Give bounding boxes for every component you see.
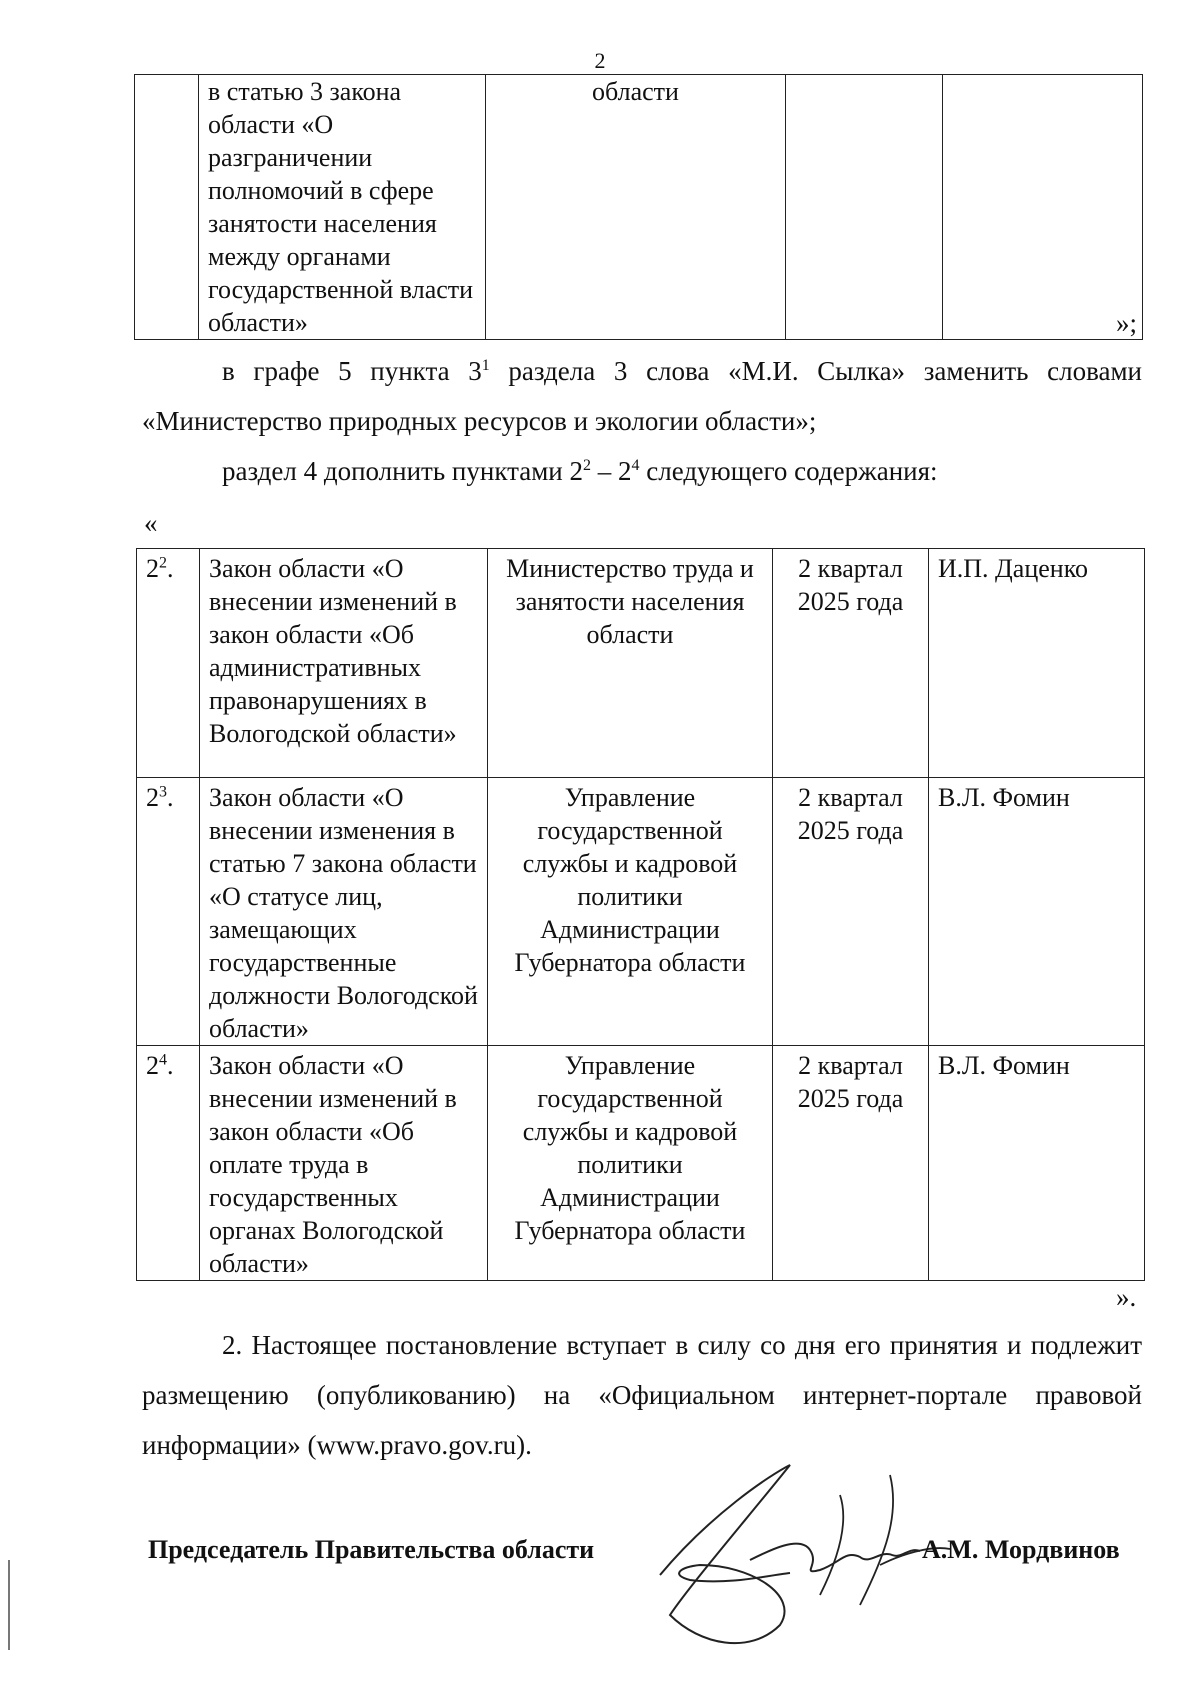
- table-new-items: [136, 548, 1145, 1281]
- table-cell-person: В.Л. Фомин: [929, 1046, 1145, 1281]
- table-cell-term: 2 квартал 2025 года: [773, 549, 929, 778]
- page-number: 2: [594, 48, 606, 73]
- signatory-position: Председатель Правительства области: [148, 1535, 595, 1564]
- table-cell-title: Закон области «О внесении изменения в статью 7 закона области «О статусе лиц, замещающих государственные должности Вологодской области»: [200, 778, 488, 1046]
- table-cell-number: [135, 75, 199, 340]
- table-cell-responsible: области: [486, 75, 786, 340]
- table-cell-term: [786, 75, 943, 340]
- table-row: [137, 549, 1145, 778]
- table-cell-title: Закон области «О внесении изменений в закон области «Об административных правонарушениях в Вологодской области»: [200, 549, 488, 778]
- table-cell-person: И.П. Даценко: [929, 549, 1145, 778]
- paragraph-amend-grafa: в графе 5 пункта $3^1$ раздела 3 слова «М.И. Сылка» заменить словами «Министерство природных ресурсов и экологии области»;: [142, 356, 1142, 436]
- table-cell-responsible: Управление государственной службы и кадровой политики Администрации Губернатора области: [488, 778, 773, 1046]
- table-cell-title: Закон области «О внесении изменений в закон области «Об оплате труда в государственных органах Вологодской области»: [200, 1046, 488, 1281]
- table-cell-term: 2 квартал 2025 года: [773, 1046, 929, 1281]
- closing-quote-2: ».: [1116, 1282, 1137, 1312]
- opening-quote-2: «: [144, 508, 158, 538]
- paragraph-entry-into-force: 2. Настоящее постановление вступает в силу со дня его принятия и подлежит размещению (опубликованию) на «Официальном интернет-портале правовой информации» (www.pravo.gov.ru).: [142, 1330, 1142, 1460]
- table-cell-responsible: Управление государственной службы и кадровой политики Администрации Губернатора области: [488, 1046, 773, 1281]
- table-continuation: [134, 74, 1143, 340]
- handwritten-signature: [630, 1455, 970, 1675]
- table-cell-term: 2 квартал 2025 года: [773, 778, 929, 1046]
- table-cell-person: [943, 75, 1143, 340]
- scan-margin-mark: [8, 1560, 10, 1650]
- table-row: [137, 1046, 1145, 1281]
- table-cell-number: $2^4$.: [137, 1046, 200, 1281]
- table-cell-number: $2^3$.: [137, 778, 200, 1046]
- table-cell-person: В.Л. Фомин: [929, 778, 1145, 1046]
- table-row: [137, 778, 1145, 1046]
- closing-quote-1: »;: [1116, 308, 1138, 338]
- paragraph-amend-section4: раздел 4 дополнить пунктами $2^2 - 2^4$ следующего содержания:: [222, 456, 938, 486]
- table-cell-title: в статью 3 закона области «О разграничении полномочий в сфере занятости населения между органами государственной власти области»: [199, 75, 486, 340]
- signatory-name: А.М. Мордвинов: [922, 1535, 1120, 1564]
- table-row: [135, 75, 1143, 340]
- table-cell-number: $2^2$.: [137, 549, 200, 778]
- table-cell-responsible: Министерство труда и занятости населения области: [488, 549, 773, 778]
